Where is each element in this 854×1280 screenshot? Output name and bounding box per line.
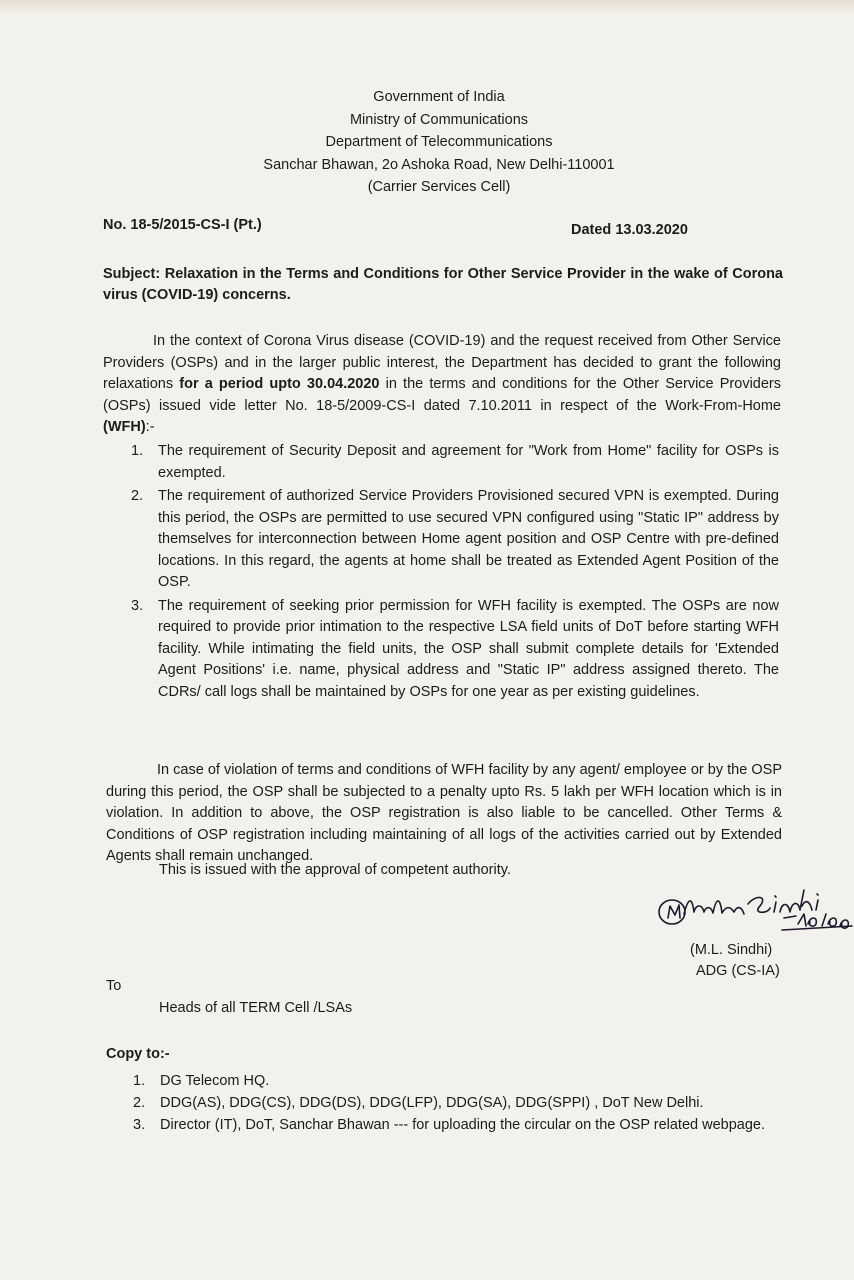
letterhead-government: Government of India: [373, 89, 505, 105]
list-item: [131, 441, 779, 484]
list-item-text: DG Telecom HQ.: [160, 1073, 270, 1089]
intro-text-2: in the terms and conditions for the Other Service Providers (OSPs) issued vide letter No. 18-5/2009-CS-I dated 7.10.2011 in respect of the Work-From-Home: [103, 376, 781, 414]
intro-text-1: In the context of Corona Virus disease (COVID-19) and the request received from Other Service Providers (OSPs) and in the larger public interest, the Department has decided to grant the following relaxations: [103, 333, 781, 392]
list-item-text: The requirement of Security Deposit and agreement for "Work from Home" facility for OSPs is exempted.: [158, 443, 779, 481]
list-item-text: The requirement of seeking prior permission for WFH facility is exempted. The OSPs are now required to provide prior intimation to the respective LSA field units of DoT before starting WFH facility. While intimating the field units, the OSP shall submit complete details for 'Extended Agent Positions' i.e. name, physical address and "Static IP" address assigned thereto. The CDRs/ call logs shall be maintained by OSPs for one year as per existing guidelines.: [158, 597, 779, 700]
letterhead-cell: (Carrier Services Cell): [367, 179, 511, 195]
list-item: [131, 486, 779, 594]
list-item-number: 2.: [133, 1095, 146, 1111]
list-item: [133, 1092, 773, 1114]
signatory-name: (M.L. Sindhi): [690, 942, 773, 958]
approval-note: This is issued with the approval of competent authority.: [159, 862, 511, 878]
intro-text-3: :-: [145, 419, 155, 435]
intro-wfh-bold: (WFH): [103, 419, 146, 435]
letterhead-ministry: Ministry of Communications: [349, 111, 529, 128]
intro-paragraph: [103, 331, 781, 439]
paper-top-edge: [0, 0, 854, 14]
list-item-text: DDG(AS), DDG(CS), DDG(DS), DDG(LFP), DDG(SA), DDG(SPPI) , DoT New Delhi.: [160, 1095, 704, 1111]
subject-line: Subject: Relaxation in the Terms and Conditions for Other Service Provider in the wake of Corona virus (COVID-19) concerns.: [103, 266, 783, 303]
letter-date: Dated 13.03.2020: [571, 222, 688, 238]
intro-period-bold: for a period upto 30.04.2020: [179, 376, 380, 392]
list-item: [133, 1114, 773, 1136]
reference-number: No. 18-5/2015-CS-I (Pt.): [103, 217, 262, 233]
copy-to-list: [133, 1070, 773, 1136]
copy-to-title: Copy to:-: [106, 1046, 170, 1062]
relaxations-list: [131, 441, 779, 705]
list-item-text: Director (IT), DoT, Sanchar Bhawan --- for uploading the circular on the OSP related webpage.: [160, 1117, 765, 1133]
addressee: Heads of all TERM Cell /LSAs: [159, 1000, 353, 1016]
handwritten-signature: [656, 868, 854, 938]
letterhead-department: Department of Telecommunications: [325, 134, 553, 150]
signatory-designation: ADG (CS-IA): [696, 963, 780, 979]
violation-paragraph: In case of violation of terms and conditions of WFH facility by any agent/ employee or by the OSP during this period, the OSP shall be subjected to a penalty upto Rs. 5 lakh per WFH location which is in violation. In addition to above, the OSP registration is also liable to be cancelled. Other Terms & Conditions of OSP registration including maintaining of all logs of the activities carried out by Extended Agents shall remain unchanged.: [106, 762, 782, 864]
letterhead-address: Sanchar Bhawan, 2o Ashoka Road, New Delhi-110001: [263, 156, 615, 173]
list-item-number: 3.: [131, 597, 144, 614]
list-item-text: The requirement of authorized Service Providers Provisioned secured VPN is exempted. During this period, the OSPs are permitted to use secured VPN configured using "Static IP" address by themselves for interconnection between Home agent position and OSP Centre with pre-defined locations. In this regard, the agents at home shall be treated as Extended Agent Position of the OSP.: [158, 488, 779, 590]
list-item: [133, 1070, 773, 1092]
list-item: [131, 596, 779, 704]
to-label: To: [106, 978, 122, 994]
list-item-number: 2.: [131, 488, 144, 504]
list-item-number: 1.: [133, 1073, 146, 1089]
list-item-number: 1.: [131, 443, 144, 459]
list-item-number: 3.: [133, 1117, 146, 1133]
letterhead: [0, 86, 854, 199]
